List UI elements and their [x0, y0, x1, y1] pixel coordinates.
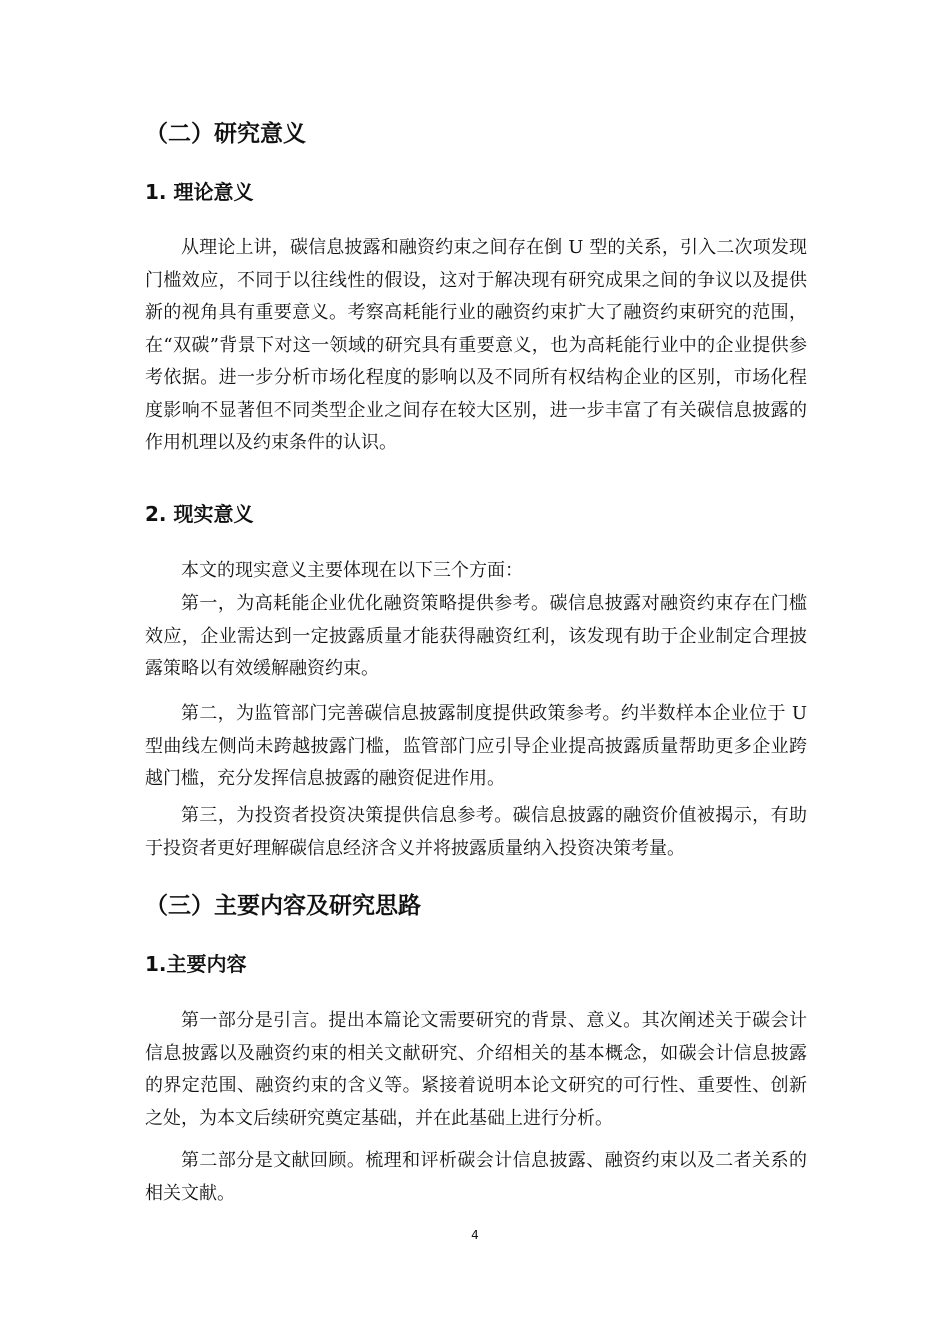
subheading-practical-significance: 2. 现实意义	[145, 502, 254, 526]
paragraph-content-part-1: 第一部分是引言。提出本篇论文需要研究的背景、意义。其次阐述关于碳会计信息披露以及融资约束的相关文献研究、介绍相关的基本概念，如碳会计信息披露的界定范围、融资约束的含义等。紧接着说明本论文研究的可行性、重要性、创新之处，为本文后续研究奠定基础，并在此基础上进行分析。	[145, 1010, 807, 1129]
page-number: 4	[471, 1228, 479, 1242]
subheading-main-content: 1.主要内容	[145, 952, 247, 976]
section-heading-research-significance: （二）研究意义	[145, 121, 306, 147]
paragraph-content-part-2: 第二部分是文献回顾。梳理和评析碳会计信息披露、融资约束以及二者关系的相关文献。	[145, 1150, 807, 1204]
section-heading-main-content: （三）主要内容及研究思路	[145, 893, 421, 919]
paragraph-practical-intro: 本文的现实意义主要体现在以下三个方面：	[181, 560, 523, 581]
paragraph-theoretical-significance: 从理论上讲，碳信息披露和融资约束之间存在倒 U 型的关系，引入二次项发现门槛效应，不同于以往线性的假设，这对于解决现有研究成果之间的争议以及提供新的视角具有重要意义。考察高耗能行业的融资约束扩大了融资约束研究的范围，在“双碳”背景下对这一领域的研究具有重要意义，也为高耗能行业中的企业提供参考依据。进一步分析市场化程度的影响以及不同所有权结构企业的区别，市场化程度影响不显著但不同类型企业之间存在较大区别，进一步丰富了有关碳信息披露的作用机理以及约束条件的认识。	[145, 237, 807, 453]
subheading-theoretical-significance: 1. 理论意义	[145, 180, 254, 204]
paragraph-practical-point-1: 第一，为高耗能企业优化融资策略提供参考。碳信息披露对融资约束存在门槛效应，企业需达到一定披露质量才能获得融资红利，该发现有助于企业制定合理披露策略以有效缓解融资约束。	[145, 593, 807, 679]
paragraph-practical-point-3: 第三，为投资者投资决策提供信息参考。碳信息披露的融资价值被揭示，有助于投资者更好理解碳信息经济含义并将披露质量纳入投资决策考量。	[145, 805, 807, 859]
paragraph-practical-point-2: 第二，为监管部门完善碳信息披露制度提供政策参考。约半数样本企业位于 U 型曲线左侧尚未跨越披露门槛，监管部门应引导企业提高披露质量帮助更多企业跨越门槛，充分发挥信息披露的融资促进作用。	[145, 703, 807, 789]
